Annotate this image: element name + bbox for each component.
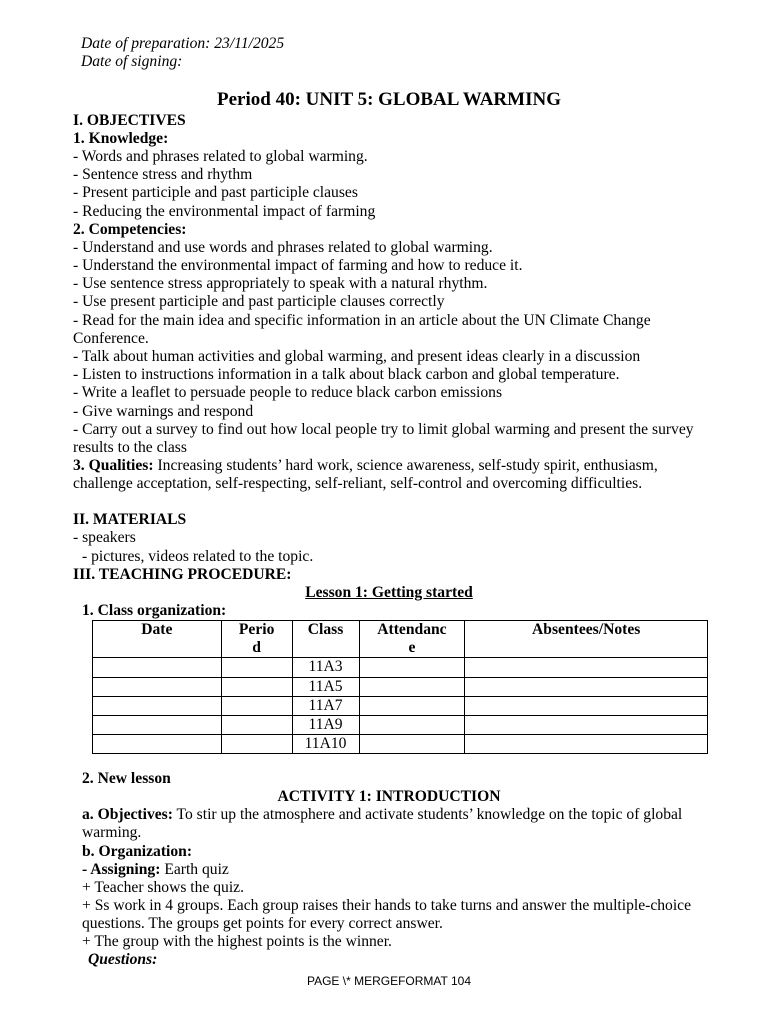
class-cell: 11A7: [292, 696, 359, 715]
competency-item: - Write a leaflet to persuade people to reduce black carbon emissions: [73, 384, 503, 401]
header-attendance: Attendanc e: [359, 621, 465, 658]
competency-item: - Read for the main idea and specific information in an article about the UN Climate Change Conference.: [73, 312, 651, 348]
competencies-heading: 2. Competencies:: [73, 221, 187, 238]
header-class: Class: [292, 621, 359, 658]
knowledge-item: - Present participle and past participle clauses: [73, 184, 358, 201]
table-row: [93, 716, 708, 735]
knowledge-item: - Reducing the environmental impact of farming: [73, 203, 376, 220]
materials-heading: II. MATERIALS: [73, 511, 187, 528]
competency-item: - Talk about human activities and global warming, and present ideas clearly in a discussion: [73, 348, 641, 365]
activity-objectives-text: To stir up the atmosphere and activate students’ knowledge on the topic of global warming.: [82, 806, 683, 842]
header-absentees: Absentees/Notes: [465, 621, 708, 658]
step-item: + The group with the highest points is the winner.: [82, 933, 392, 950]
competency-item: - Listen to instructions information in a talk about black carbon and global temperature.: [73, 366, 620, 383]
table-row: [93, 735, 708, 754]
table-header-row: [93, 621, 708, 658]
class-attendance-table: [92, 620, 708, 754]
assigning-line: [82, 861, 229, 879]
materials-item: - pictures, videos related to the topic.: [82, 548, 314, 565]
document-title: Period 40: UNIT 5: GLOBAL WARMING: [217, 89, 561, 110]
competency-item: - Understand and use words and phrases related to global warming.: [73, 239, 493, 256]
lesson-title: Lesson 1: Getting started: [305, 584, 473, 601]
knowledge-item: - Words and phrases related to global warming.: [73, 148, 368, 165]
organization-heading: b. Organization:: [82, 843, 193, 860]
table-row: [93, 696, 708, 715]
procedure-heading: III. TEACHING PROCEDURE:: [73, 566, 292, 583]
competency-item: - Use sentence stress appropriately to speak with a natural rhythm.: [73, 275, 488, 292]
header-date: Date: [93, 621, 222, 658]
knowledge-item: - Sentence stress and rhythm: [73, 166, 253, 183]
knowledge-heading: 1. Knowledge:: [73, 130, 169, 147]
competency-item: - Give warnings and respond: [73, 403, 254, 420]
activity-objectives-label: a. Objectives:: [82, 806, 173, 823]
date-of-preparation: Date of preparation: 23/11/2025: [81, 35, 285, 52]
qualities-text: Increasing students’ hard work, science awareness, self-study spirit, enthusiasm, challenge acceptation, self-respecting, self-reliant, self-control and overcoming difficulties.: [73, 457, 658, 493]
qualities-paragraph: [73, 457, 698, 493]
competency-item: - Carry out a survey to find out how local people try to limit global warming and present the survey results to the class: [73, 421, 694, 457]
new-lesson-heading: 2. New lesson: [82, 770, 171, 787]
class-cell: 11A3: [292, 658, 359, 677]
assigning-label: - Assigning:: [82, 861, 161, 878]
competency-item: - Use present participle and past participle clauses correctly: [73, 293, 445, 310]
header-period: Perio d: [221, 621, 292, 658]
objectives-heading: I. OBJECTIVES: [73, 112, 186, 129]
activity-objectives: [82, 806, 698, 842]
class-cell: 11A9: [292, 716, 359, 735]
date-of-signing: Date of signing:: [81, 53, 183, 70]
competency-item: - Understand the environmental impact of farming and how to reduce it.: [73, 257, 523, 274]
activity-title: ACTIVITY 1: INTRODUCTION: [277, 788, 501, 805]
class-organization-heading: 1. Class organization:: [82, 602, 227, 619]
materials-item: - speakers: [73, 529, 136, 546]
class-cell: 11A10: [292, 735, 359, 754]
class-cell: 11A5: [292, 677, 359, 696]
table-row: [93, 677, 708, 696]
table-row: [93, 658, 708, 677]
assigning-text: Earth quiz: [160, 861, 229, 878]
page-footer: PAGE \* MERGEFORMAT 104: [306, 974, 472, 988]
qualities-label: 3. Qualities:: [73, 457, 154, 474]
step-item: + Teacher shows the quiz.: [82, 879, 245, 896]
questions-label: Questions:: [88, 951, 158, 968]
step-item: + Ss work in 4 groups. Each group raises their hands to take turns and answer the multiple-choice questions. The groups get points for every correct answer.: [82, 897, 692, 933]
